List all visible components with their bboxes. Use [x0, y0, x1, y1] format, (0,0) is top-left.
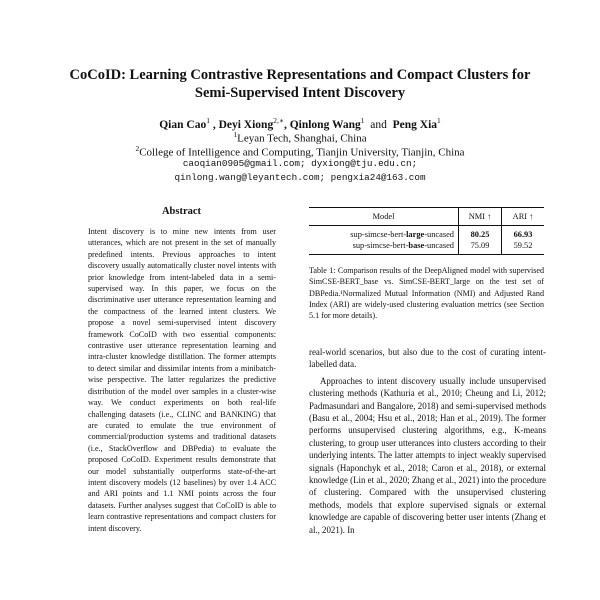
table-cell-model: sup-simcse-bert-large-uncased	[350, 230, 454, 239]
author-affiliation-mark: 1	[360, 116, 365, 125]
author-emails-line-1: caoqian0905@gmail.com; dyxiong@tju.edu.cn;	[182, 158, 418, 169]
author-affiliation-mark: 2,∗	[273, 116, 284, 125]
author-name: Peng Xia	[392, 118, 438, 131]
author-name: Deyi Xiong	[218, 118, 274, 131]
affiliation-text: College of Intelligence and Computing, Tianjin University, Tianjin, China	[139, 146, 465, 159]
abstract-heading: Abstract	[161, 206, 202, 217]
table-header-model: Model	[372, 212, 395, 221]
author-and: and	[370, 118, 387, 131]
table-header-nmi: NMI ↑	[459, 208, 502, 226]
table-row	[309, 240, 544, 255]
body-paragraph: real-world scenarios, but also due to the cost of curating intent-labelled data.	[309, 347, 546, 370]
table-cell-model: sup-simcse-bert-base-uncased	[352, 241, 454, 250]
table-caption: Table 1: Comparison results of the DeepAligned model with supervised SimCSE-BERT_base vs. SimCSE-BERT_large on the test set of DBPedia.¹Normalized Mutual Information (NMI) and Adjusted Rand Index (ARI) are widely-used clustering evaluation metrics (see Section 5.1 for more details).	[309, 266, 544, 321]
paper-title-line-1: CoCoID: Learning Contrastive Representations and Compact Clusters for	[69, 67, 531, 83]
author-separator: ,	[212, 118, 216, 131]
table-cell-ari: 59.52	[502, 240, 545, 255]
abstract-text: Intent discovery is to mine new intents from user utterances, which are not present in the set of manually predefined intents. Previous approaches to intent discovery usually automatically cluster novel intents with prior knowledge from intent-labeled data in a semi-supervised way. In this paper, we focus on the discriminative user utterance representation learning and the compactness of the learned intent clusters. We propose a novel semi-supervised intent discovery framework CoCoID with two essential components: contrastive user utterance representation learning and intra-cluster knowledge distillation. The former attempts to detect similar and dissimilar intents from a minibatch-wise perspective. The latter regularizes the predictive distribution of the model over samples in a cluster-wise way. We conduct experiments on both real-life challenging datasets (i.e., CLINC and BANKING) that are curated to emulate the true environment of commercial/production systems and traditional datasets (i.e., StackOverflow and DBPedia) to evaluate the proposed CoCoID. Experiment results demonstrate that our model substantially outperforms state-of-the-art intent discovery models (12 baselines) by over 1.4 ACC and ARI points and 1.1 NMI points across the four datasets. Further analyses suggest that CoCoID is able to learn contrastive representations and compact clusters for intent discovery.	[88, 227, 276, 533]
author-emails-line-2: qinlong.wang@leyantech.com; pengxia24@163.com	[174, 172, 426, 183]
table-cell-ari: 66.93	[502, 226, 545, 241]
table-header-ari: ARI ↑	[502, 208, 545, 226]
table-row	[309, 226, 544, 241]
author-separator: ,	[283, 118, 287, 131]
author-affiliation-mark: 1	[206, 116, 210, 125]
affiliation-mark: 1	[233, 130, 238, 139]
results-table	[309, 207, 544, 255]
body-text-right-column	[309, 346, 546, 600]
body-paragraph: Approaches to intent discovery usually include unsupervised clustering methods (Kathuria et al., 2010; Cheung and Li, 2012; Padmasundari and Bangalore, 2018) and semi-supervised methods (Basu et al., 2004; Hsu et al., 2018; Han et al., 2019). The former performs unsupervised clustering algorithms, e.g., K-means clustering, to group user utterances into clusters according to their underlying intents. The latter attempts to inject weakly supervised signals (Haponchyk et al., 2018; Caron et al., 2018), or external knowledge (Lin et al., 2020; Zhang et al., 2021) into the procedure of clustering. Compared with the unsupervised clustering methods, models that explore supervised signals or external knowledge are capable of discovering better user intents (Zhang et al., 2021). In	[309, 375, 546, 535]
author-name: Qian Cao	[159, 118, 207, 131]
table-cell-nmi: 80.25	[459, 226, 502, 241]
author-affiliation-mark: 1	[437, 116, 441, 125]
table-header-row	[309, 208, 544, 226]
affiliation-mark: 2	[135, 144, 140, 153]
author-name: Qinlong Wang	[289, 118, 361, 131]
table-cell-nmi: 75.09	[459, 240, 502, 255]
paper-title-line-2: Semi-Supervised Intent Discovery	[194, 85, 406, 101]
affiliation-text: Leyan Tech, Shanghai, China	[237, 132, 367, 145]
